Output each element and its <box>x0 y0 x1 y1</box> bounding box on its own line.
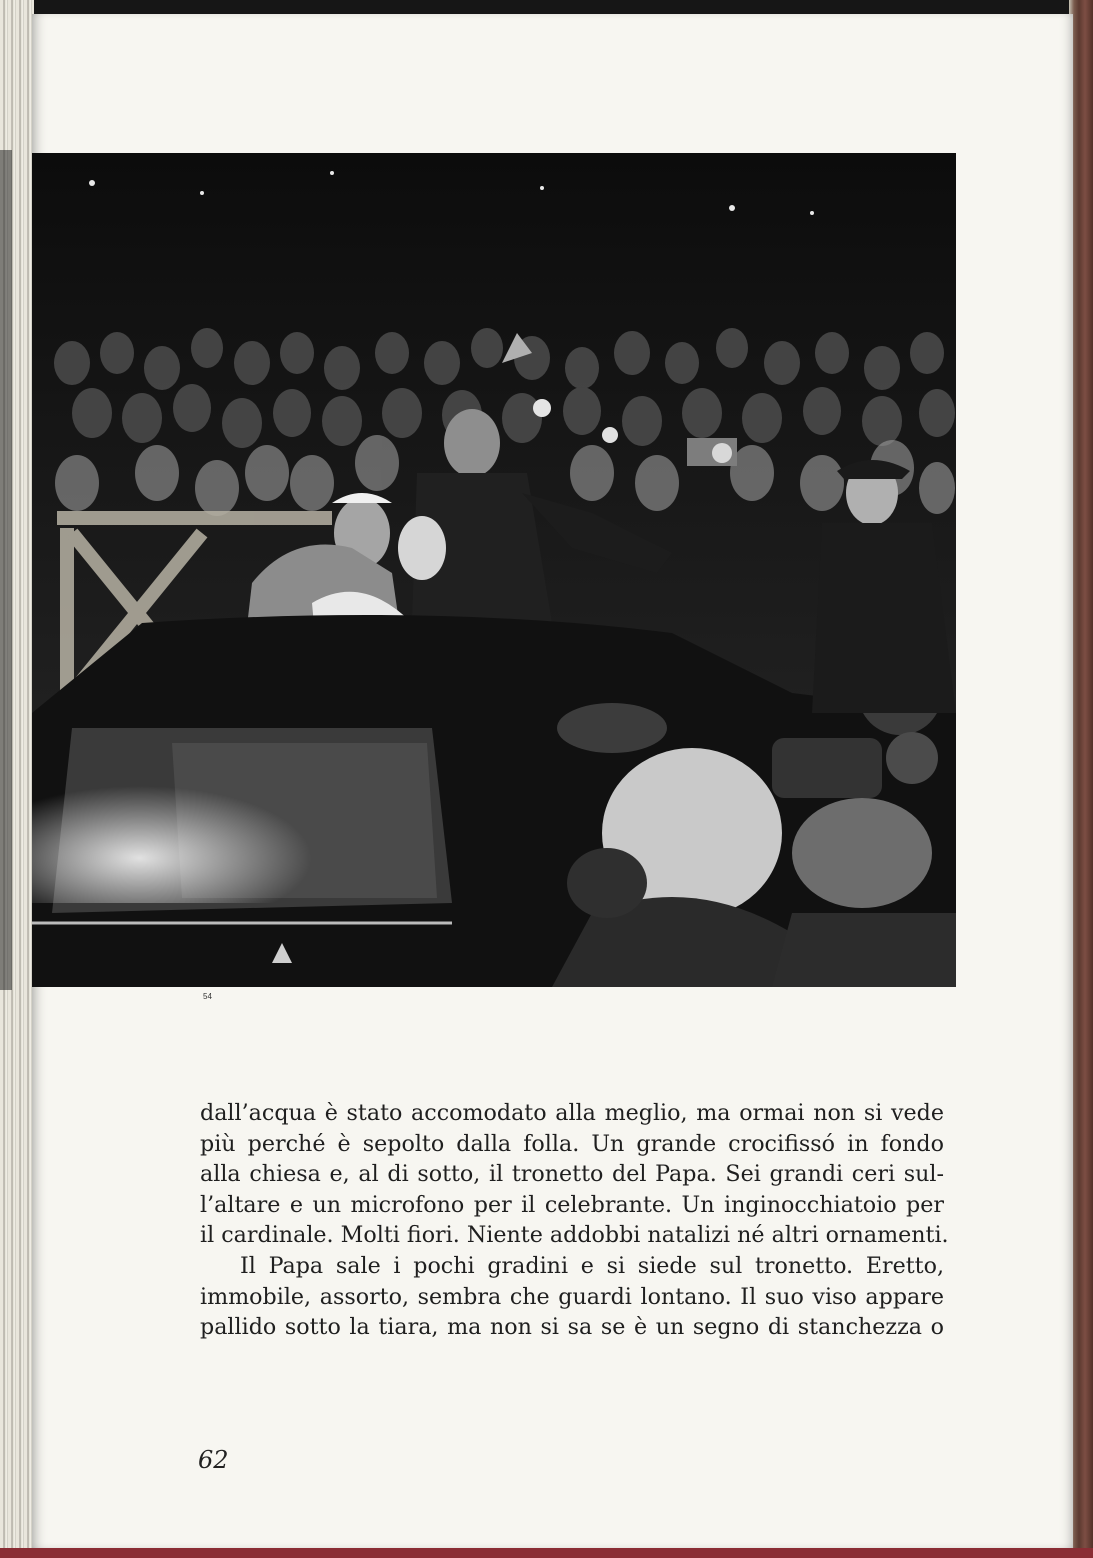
text-line: l’altare e un microfono per il celebrante. Un inginocchiatoio per <box>200 1191 944 1218</box>
text-line: pallido sotto la tiara, ma non si sa se è un segno di stanchezza o <box>200 1314 944 1341</box>
photo-number: 54 <box>203 992 212 1001</box>
text-line: alla chiesa e, al di sotto, il tronetto del Papa. Sei grandi ceri sul- <box>200 1161 944 1188</box>
text-line: più perché è sepolto dalla folla. Un grande crocifissó in fondo <box>200 1130 944 1157</box>
body-text <box>200 1098 949 1343</box>
book-page <box>32 14 1073 1548</box>
text-line: il cardinale. Molti fiori. Niente addobbi natalizi né altri ornamenti. <box>200 1222 949 1249</box>
scan-top-border <box>0 0 1093 14</box>
page-number: 62 <box>198 1446 229 1474</box>
photograph <box>32 153 956 987</box>
photograph-pope-blessing-crowd-icon <box>32 153 956 987</box>
binding-shadow <box>0 150 12 990</box>
book-cover-bottom <box>0 1548 1093 1558</box>
text-line: dall’acqua è stato accomodato alla meglio, ma ormai non si vede <box>200 1100 944 1126</box>
text-line: Il Papa sale i pochi gradini e si siede sul tronetto. Eretto, <box>240 1252 944 1279</box>
text-line: immobile, assorto, sembra che guardi lontano. Il suo viso appare <box>200 1283 944 1310</box>
